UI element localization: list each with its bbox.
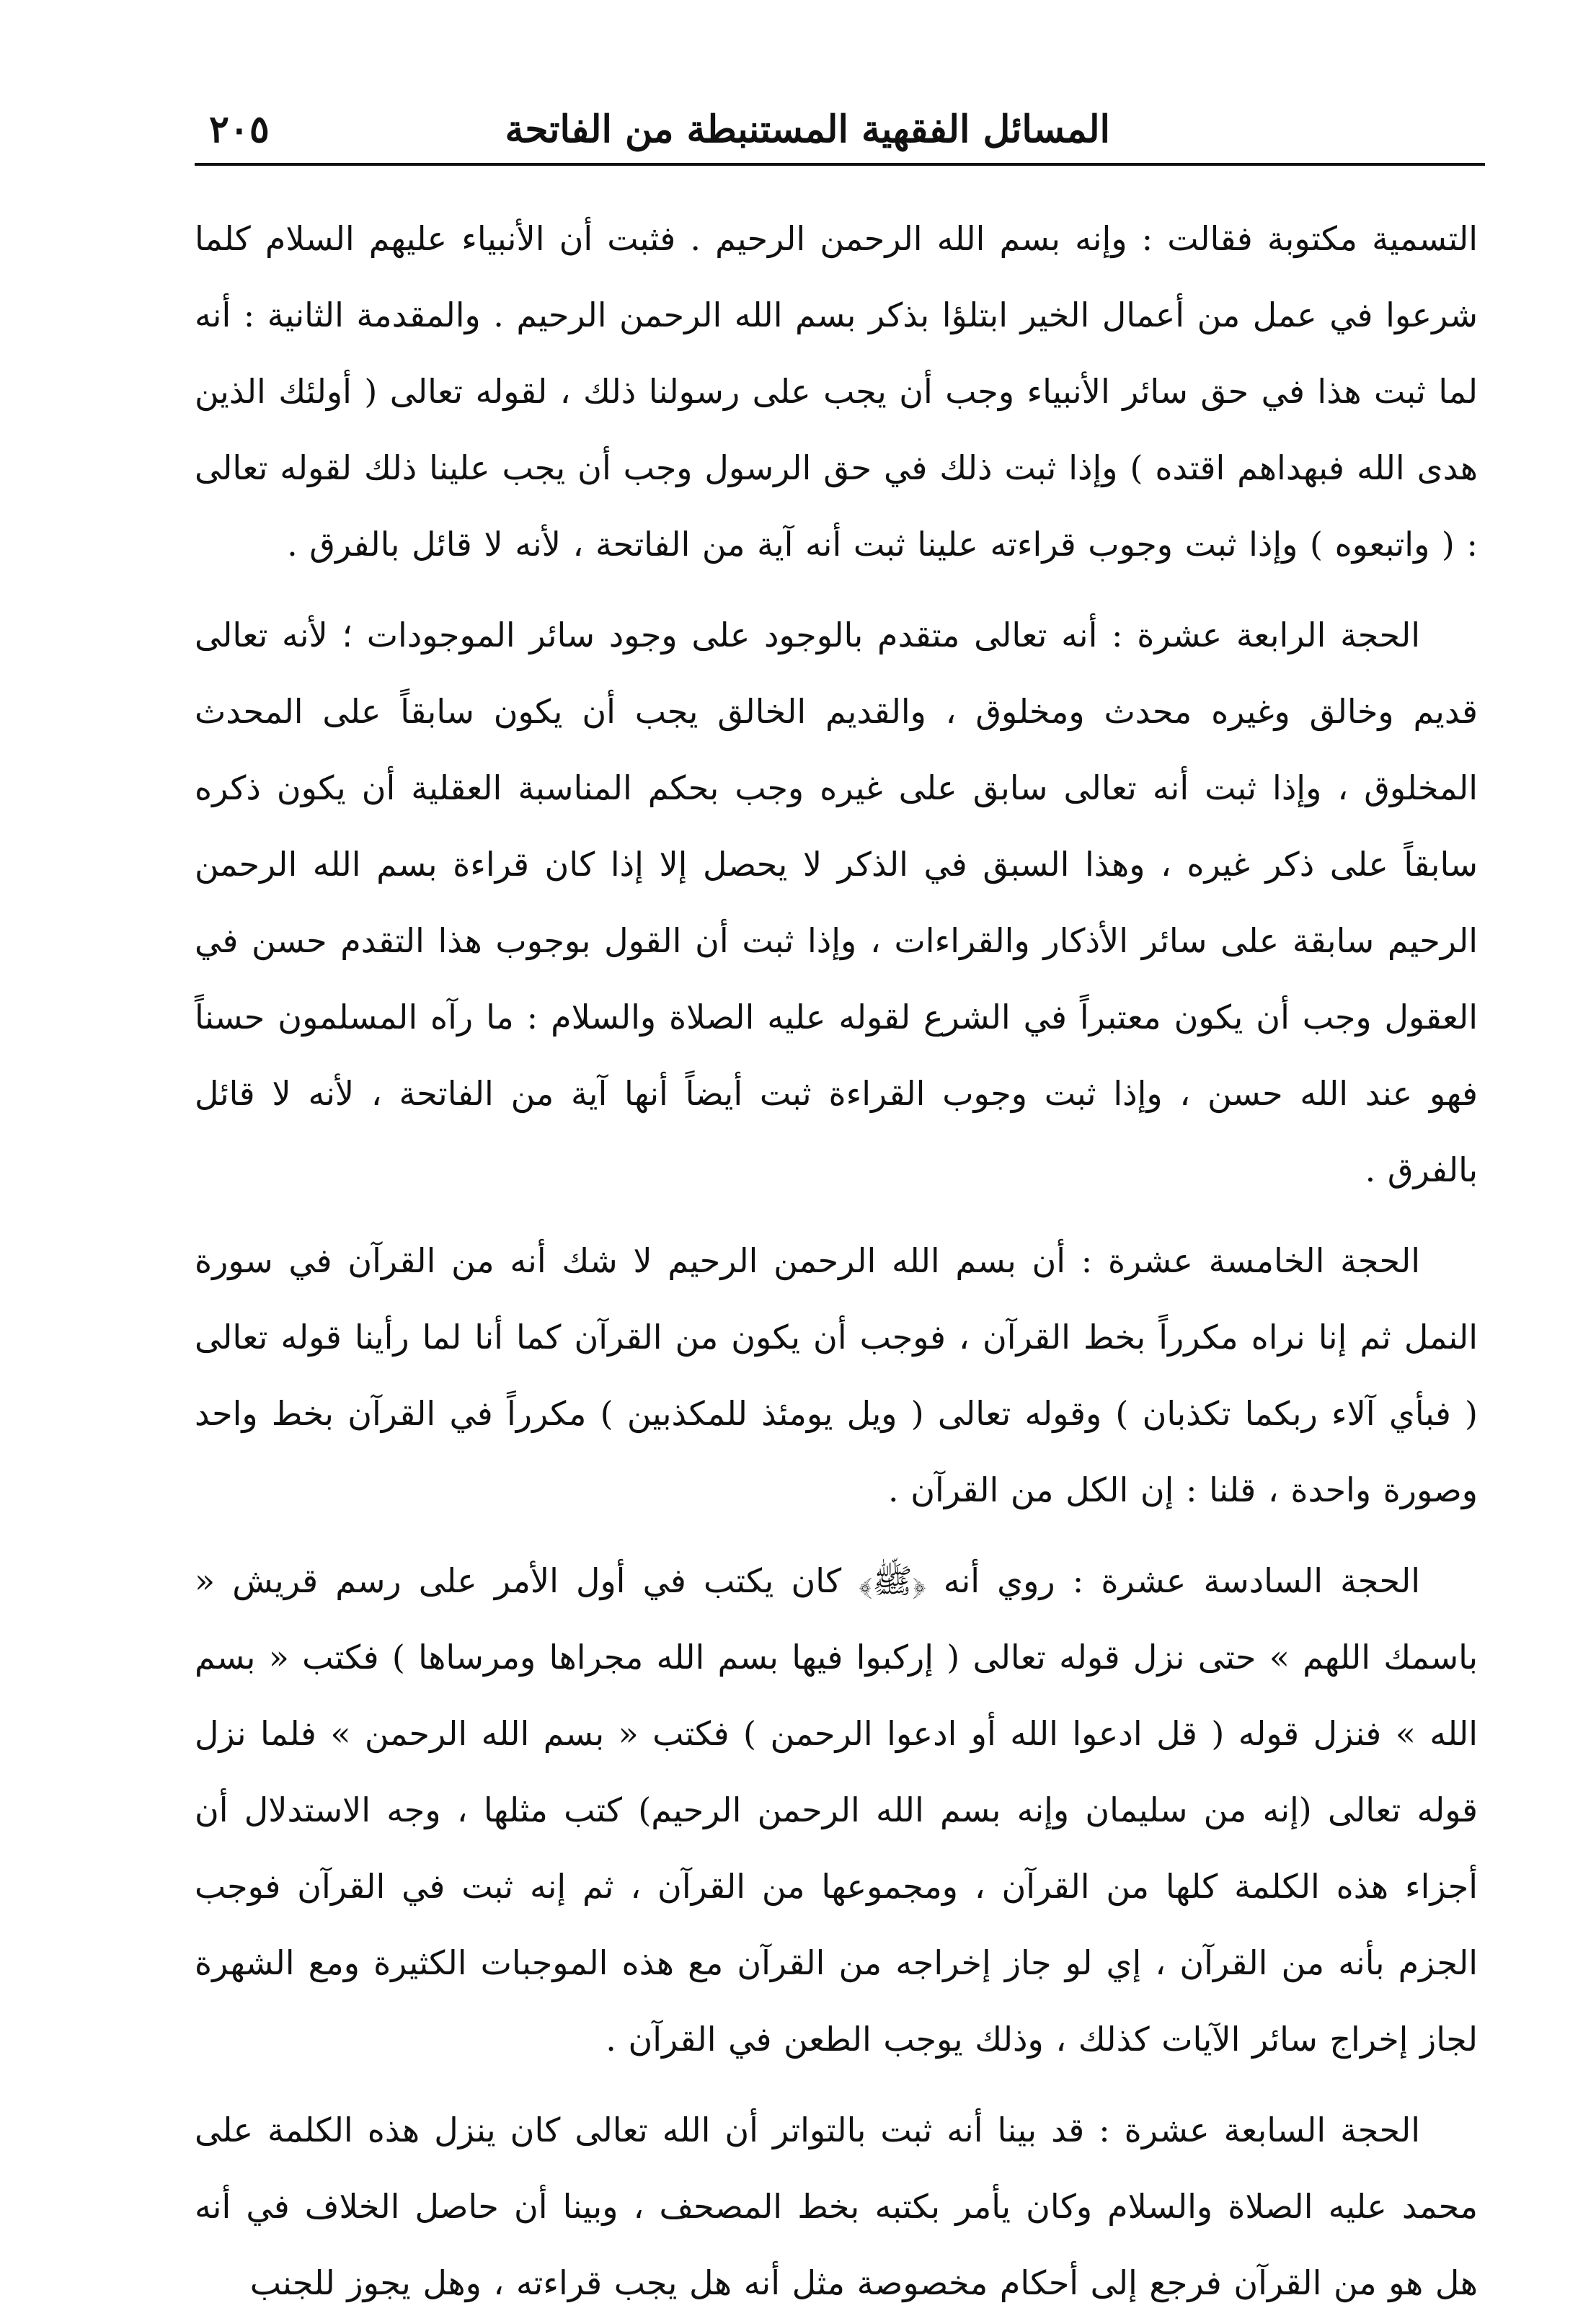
- body-text: [195, 200, 1478, 2321]
- paragraph-argument-14: الحجة الرابعة عشرة : أنه تعالى متقدم بالوجود على وجود سائر الموجودات ؛ لأنه تعالى قديم وخالق وغيره محدث ومخلوق ، والقديم الخالق يجب أن يكون سابقاً على المحدث المخلوق ، وإذا ثبت أنه تعالى سابق على غيره وجب بحكم المناسبة العقلية أن يكون ذكره سابقاً على ذكر غيره ، وهذا السبق في الذكر لا يحصل إلا إذا كان قراءة بسم الله الرحمن الرحيم سابقة على سائر الأذكار والقراءات ، وإذا ثبت أن القول بوجوب هذا التقدم حسن في العقول وجب أن يكون معتبراً في الشرع لقوله عليه الصلاة والسلام : ما رآه المسلمون حسناً فهو عند الله حسن ، وإذا ثبت وجوب القراءة ثبت أيضاً أنها آية من الفاتحة ، لأنه لا قائل بالفرق .: [195, 616, 1478, 1189]
- page-number: ٢٠٥: [209, 107, 270, 151]
- header-divider: [195, 163, 1485, 166]
- running-title: المسائل الفقهية المستنبطة من الفاتحة: [505, 107, 1110, 151]
- paragraph-continuation: التسمية مكتوبة فقالت : وإنه بسم الله الرحمن الرحيم . فثبت أن الأنبياء عليهم السلام كلما شرعوا في عمل من أعمال الخير ابتلؤا بذكر بسم الله الرحمن الرحيم . والمقدمة الثانية : أنه لما ثبت هذا في حق سائر الأنبياء وجب أن يجب على رسولنا ذلك ، لقوله تعالى ( أولئك الذين هدى الله فبهداهم اقتده ) وإذا ثبت ذلك في حق الرسول وجب أن يجب علينا ذلك لقوله تعالى : ( واتبعوه ) وإذا ثبت وجوب قراءته علينا ثبت أنه آية من الفاتحة ، لأنه لا قائل بالفرق .: [195, 219, 1478, 564]
- paragraph-argument-16: الحجة السادسة عشرة : روي أنه ﴿ﷺ﴾ كان يكتب في أول الأمر على رسم قريش « باسمك اللهم » حتى نزل قوله تعالى ( إركبوا فيها بسم الله مجراها ومرساها ) فكتب « بسم الله » فنزل قوله ( قل ادعوا الله أو ادعوا الرحمن ) فكتب « بسم الله الرحمن » فلما نزل قوله تعالى (إنه من سليمان وإنه بسم الله الرحمن الرحيم) كتب مثلها ، وجه الاستدلال أن أجزاء هذه الكلمة كلها من القرآن ، ومجموعها من القرآن ، ثم إنه ثبت في القرآن فوجب الجزم بأنه من القرآن ، إي لو جاز إخراجه من القرآن مع هذه الموجبات الكثيرة ومع الشهرة لجاز إخراج سائر الآيات كذلك ، وذلك يوجب الطعن في القرآن .: [195, 1561, 1478, 2059]
- paragraph-argument-17: الحجة السابعة عشرة : قد بينا أنه ثبت بالتواتر أن الله تعالى كان ينزل هذه الكلمة على محمد عليه الصلاة والسلام وكان يأمر بكتبه بخط المصحف ، وبينا أن حاصل الخلاف في أنه هل هو من القرآن فرجع إلى أحكام مخصوصة مثل أنه هل يجب قراءته ، وهل يجوز للجنب: [195, 2111, 1478, 2302]
- paragraph-argument-15: الحجة الخامسة عشرة : أن بسم الله الرحمن الرحيم لا شك أنه من القرآن في سورة النمل ثم إنا نراه مكرراً بخط القرآن ، فوجب أن يكون من القرآن كما أنا لما رأينا قوله تعالى ( فبأي آلاء ربكما تكذبان ) وقوله تعالى ( ويل يومئذ للمكذبين ) مكرراً في القرآن بخط واحد وصورة واحدة ، قلنا : إن الكل من القرآن .: [195, 1241, 1478, 1509]
- running-header: [195, 101, 1478, 159]
